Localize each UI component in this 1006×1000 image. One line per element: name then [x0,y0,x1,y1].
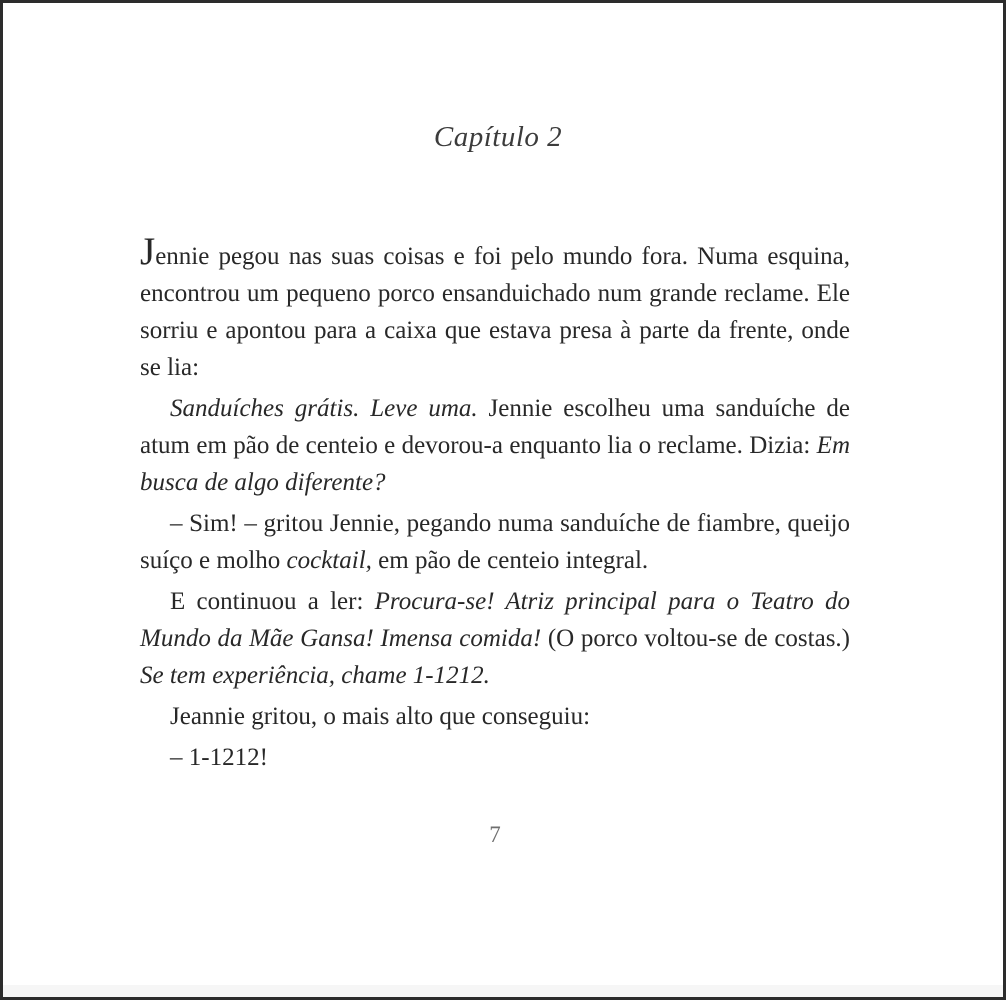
text-segment: em pão de centeio integral. [371,547,649,574]
paragraph [140,739,850,776]
page-body [140,230,851,776]
text-segment: (O porco voltou-se de costas.) [541,625,850,652]
page-number: 7 [489,822,501,847]
paragraph [140,390,850,501]
chapter-heading: Capítulo 2 [433,121,563,153]
initial-cap: J [140,230,156,273]
text-segment: Jeannie gritou, o mais alto que conseguiu: [170,703,591,730]
text-segment: Jennie escolheu uma sanduíche de atum em pão de centeio e devorou-a enquanto lia o reclame. Dizia: [140,395,850,459]
text-segment: Procura-se! Atriz principal para o Teatro do Mundo da Mãe Gansa! Imensa comida! [140,588,851,652]
text-segment: E continuou a ler: [170,588,375,615]
text-segment: cocktail, [286,547,372,574]
paragraph [140,698,850,735]
text-segment: Sanduíches grátis. Leve uma. [170,395,478,422]
text-segment: Se tem experiência, chame 1-1212. [140,662,490,689]
text-segment: Em busca de algo diferente? [140,432,850,496]
paragraph [140,505,850,579]
paragraph [140,230,850,386]
text-segment: – Sim! – gritou Jennie, pegando numa sanduíche de fiambre, queijo suíço e molho [140,510,850,574]
paragraph [140,583,850,694]
text-segment: – 1-1212! [170,744,268,771]
text-segment: ennie pegou nas suas coisas e foi pelo mundo fora. Numa esquina, encontrou um pequeno porco ensanduichado num grande reclame. Ele sorriu e apontou para a caixa que estava presa à parte da frente, onde se lia: [140,243,850,381]
